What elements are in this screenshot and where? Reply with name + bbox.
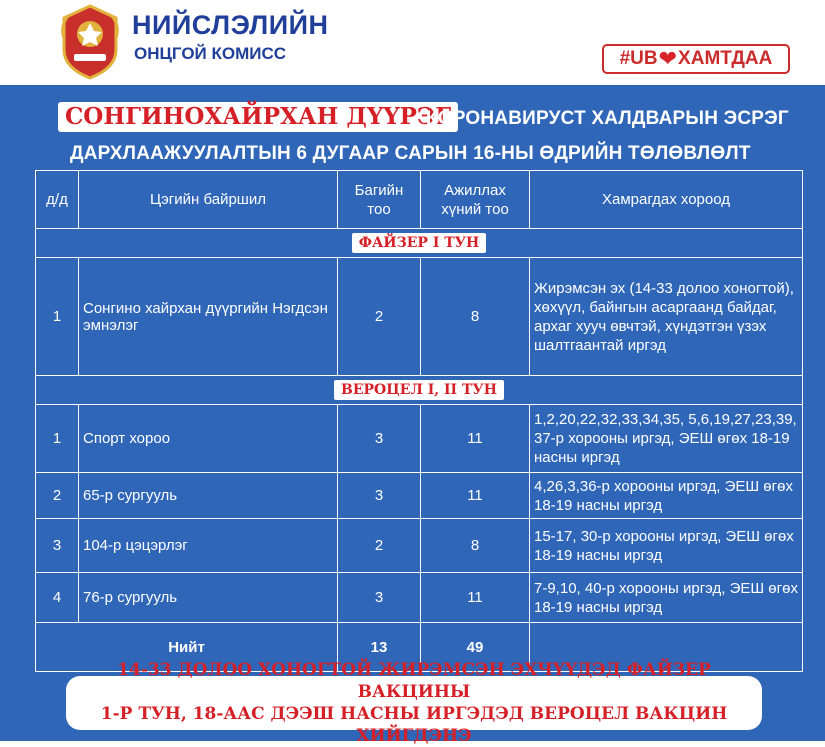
org-name-line2: ОНЦГОЙ КОМИСС (134, 44, 287, 63)
table-row (36, 519, 803, 573)
cell-location: 104-р цэцэрлэг (79, 519, 338, 573)
district-title: СОНГИНОХАЙРХАН ДҮҮРЭГ (58, 102, 458, 132)
total-label: Нийт (36, 623, 338, 672)
cell-no: 1 (36, 405, 79, 473)
phase-label-verocell: ВЕРОЦЕЛ I, II ТУН (334, 380, 504, 400)
col-header-coverage: Хамрагдах хороод (530, 171, 803, 229)
cell-coverage: 1,2,20,22,32,33,34,35, 5,6,19,27,23,39, 37-р хорооны иргэд, ЭЕШ өгөх 18-19 насны иргэд (530, 405, 803, 473)
cell-no: 2 (36, 473, 79, 519)
col-header-staff: Ажиллах хүний тоо (421, 171, 530, 229)
header (0, 0, 825, 85)
cell-teams: 3 (338, 473, 421, 519)
cell-coverage: 4,26,3,36-р хорооны иргэд, ЭЕШ өгөх 18-19 насны иргэд (530, 473, 803, 519)
cell-teams: 3 (338, 573, 421, 623)
cell-location: Сонгино хайрхан дүүргийн Нэгдсэн эмнэлэг (79, 258, 338, 376)
cell-no: 3 (36, 519, 79, 573)
cell-staff: 8 (421, 258, 530, 376)
table-header-row (36, 171, 803, 229)
plan-title-line2: ДАРХЛААЖУУЛАЛТЫН 6 ДУГААР САРЫН 16-НЫ ӨДРИЙН ТӨЛӨВЛӨЛТ (70, 143, 751, 164)
cell-teams: 2 (338, 258, 421, 376)
notice-line1: 14-33 ДОЛОО ХОНОГТОЙ ЖИРЭМСЭН ЭХЧҮҮДЭД ФАЙЗЕР ВАКЦИНЫ (117, 660, 711, 702)
phase-row-pfizer (36, 229, 803, 258)
col-header-teams: Багийн тоо (338, 171, 421, 229)
hashtag-suffix: ХАМТДАА (678, 48, 773, 69)
notice-banner (66, 660, 762, 746)
total-teams: 13 (338, 623, 421, 672)
cell-location: 76-р сургууль (79, 573, 338, 623)
cell-staff: 8 (421, 519, 530, 573)
table-row (36, 473, 803, 519)
hashtag-prefix: #UB (619, 48, 658, 69)
table-row (36, 405, 803, 473)
cell-coverage: Жирэмсэн эх (14-33 долоо хоногтой), хөхүүл, байнгын асаргаанд байдаг, архаг хууч өвчтэй, хүндэтгэн үзэх шалтгаантай иргэд (530, 258, 803, 376)
heart-icon: ❤ (658, 46, 678, 71)
cell-location: Спорт хороо (79, 405, 338, 473)
total-staff: 49 (421, 623, 530, 672)
cell-staff: 11 (421, 573, 530, 623)
ulaanbaatar-emblem-icon (56, 4, 124, 80)
cell-teams: 2 (338, 519, 421, 573)
phase-label-pfizer: ФАЙЗЕР I ТУН (352, 233, 487, 253)
notice-line2: 1-Р ТУН, 18-ААС ДЭЭШ НАСНЫ ИРГЭДЭД ВЕРОЦЕЛ ВАКЦИН ХИЙГДЭНЭ (100, 704, 728, 746)
cell-teams: 3 (338, 405, 421, 473)
cell-location: 65-р сургууль (79, 473, 338, 519)
table-row (36, 258, 803, 376)
cell-staff: 11 (421, 473, 530, 519)
table-row (36, 573, 803, 623)
cell-staff: 11 (421, 405, 530, 473)
cell-no: 4 (36, 573, 79, 623)
cell-coverage: 15-17, 30-р хорооны иргэд, ЭЕШ өгөх 18-19 насны иргэд (530, 519, 803, 573)
org-name-line1: НИЙСЛЭЛИЙН (132, 10, 329, 40)
vaccination-plan-table (35, 170, 803, 672)
cell-no: 1 (36, 258, 79, 376)
col-header-no: д/д (36, 171, 79, 229)
hashtag-badge (602, 44, 790, 74)
phase-row-verocell (36, 376, 803, 405)
cell-coverage: 7-9,10, 40-р хорооны иргэд, ЭЕШ өгөх 18-19 насны иргэд (530, 573, 803, 623)
col-header-location: Цэгийн байршил (79, 171, 338, 229)
plan-title-line1: КОРОНАВИРУСТ ХАЛДВАРЫН ЭСРЭГ (426, 108, 789, 129)
